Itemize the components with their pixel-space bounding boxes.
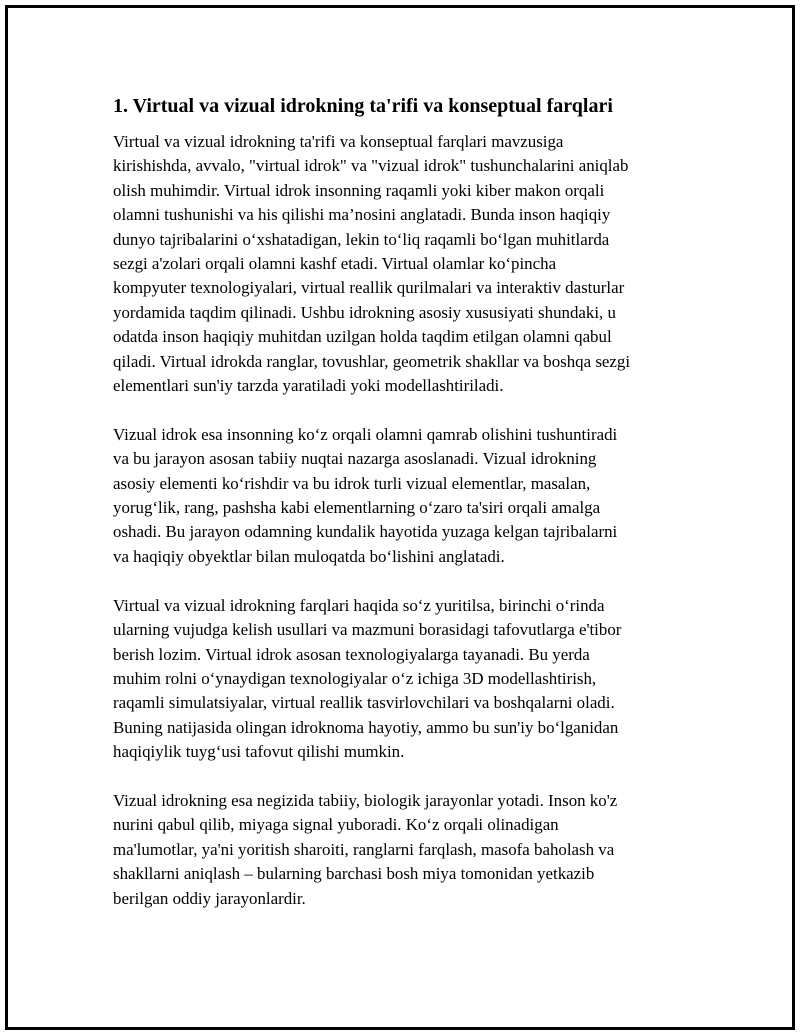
- paragraph: [113, 594, 685, 765]
- text-line: Vizual idrok esa insonning koʻz orqali olamni qamrab olishini tushuntiradi: [113, 424, 618, 444]
- text-line: raqamli simulatsiyalar, virtual reallik tasvirlovchilari va boshqalarni oladi.: [113, 693, 615, 713]
- paragraph: [113, 130, 685, 398]
- text-line: ularning vujudga kelish usullari va mazmuni borasidagi tafovutlarga e'tibor: [113, 620, 622, 640]
- text-line: olish muhimdir. Virtual idrok insonning raqamli yoki kiber makon orqali: [113, 180, 605, 200]
- text-line: oshadi. Bu jarayon odamning kundalik hayotida yuzaga kelgan tajribalarni: [113, 522, 618, 542]
- text-line: Virtual va vizual idrokning ta'rifi va konseptual farqlari mavzusiga: [113, 132, 564, 151]
- text-line: Virtual va vizual idrokning farqlari haqida soʻz yuritilsa, birinchi oʻrinda: [113, 595, 605, 615]
- text-line: muhim rolni oʻynaydigan texnologiyalar oʻz ichiga 3D modellashtirish,: [113, 668, 597, 688]
- text-line: haqiqiylik tuygʻusi tafovut qilishi mumkin.: [113, 742, 405, 762]
- paragraph: [113, 789, 685, 911]
- text-line: asosiy elementi koʻrishdir va bu idrok turli vizual elementlar, masalan,: [113, 473, 591, 493]
- text-line: Buning natijasida olingan idroknoma hayotiy, ammo bu sun'iy boʻlganidan: [113, 717, 619, 737]
- paragraph: [113, 423, 685, 569]
- text-line: va haqiqiy obyektlar bilan muloqatda boʻlishini anglatadi.: [113, 546, 505, 566]
- text-line: kompyuter texnologiyalari, virtual reallik qurilmalari va interaktiv dasturlar: [113, 278, 625, 298]
- text-line: yordamida taqdim qilinadi. Ushbu idrokning asosiy xususiyati shundaki, u: [113, 302, 616, 322]
- text-line: berilgan oddiy jarayonlardir.: [113, 888, 306, 908]
- text-line: elementlari sun'iy tarzda yaratiladi yoki modellashtiriladi.: [113, 376, 504, 396]
- text-line: ma'lumotlar, ya'ni yoritish sharoiti, ranglarni farqlash, masofa baholash va: [113, 839, 615, 859]
- text-line: qiladi. Virtual idrokda ranglar, tovushlar, geometrik shakllar va boshqa sezgi: [113, 351, 631, 371]
- text-line: kirishishda, avvalo, "virtual idrok" va "vizual idrok" tushunchalarini aniqlab: [113, 156, 629, 176]
- text-line: shakllarni aniqlash – bularning barchasi bosh miya tomonidan yetkazib: [113, 864, 595, 884]
- text-line: yorugʻlik, rang, pashsha kabi elementlarning oʻzaro ta'siri orqali amalga: [113, 498, 601, 518]
- section-heading: 1. Virtual va vizual idrokning ta'rifi va konseptual farqlari: [113, 95, 613, 117]
- text-line: va bu jarayon asosan tabiiy nuqtai nazarga asoslanadi. Vizual idrokning: [113, 449, 597, 469]
- text-line: nurini qabul qilib, miyaga signal yuboradi. Koʻz orqali olinadigan: [113, 815, 559, 835]
- text-line: olamni tushunishi va his qilishi ma’nosini anglatadi. Bunda inson haqiqiy: [113, 205, 611, 225]
- text-line: sezgi a'zolari orqali olamni kashf etadi. Virtual olamlar koʻpincha: [113, 254, 557, 274]
- text-line: dunyo tajribalarini oʻxshatadigan, lekin toʻliq raqamli boʻlgan muhitlarda: [113, 229, 610, 249]
- text-line: berish lozim. Virtual idrok asosan texnologiyalarga tayanadi. Bu yerda: [113, 644, 590, 664]
- document-body: [113, 92, 685, 935]
- text-line: Vizual idrokning esa negizida tabiiy, biologik jarayonlar yotadi. Inson ko'z: [113, 790, 618, 810]
- paragraph-list: [113, 130, 685, 911]
- text-line: odatda inson haqiqiy muhitdan uzilgan holda taqdim etilgan olamni qabul: [113, 327, 612, 347]
